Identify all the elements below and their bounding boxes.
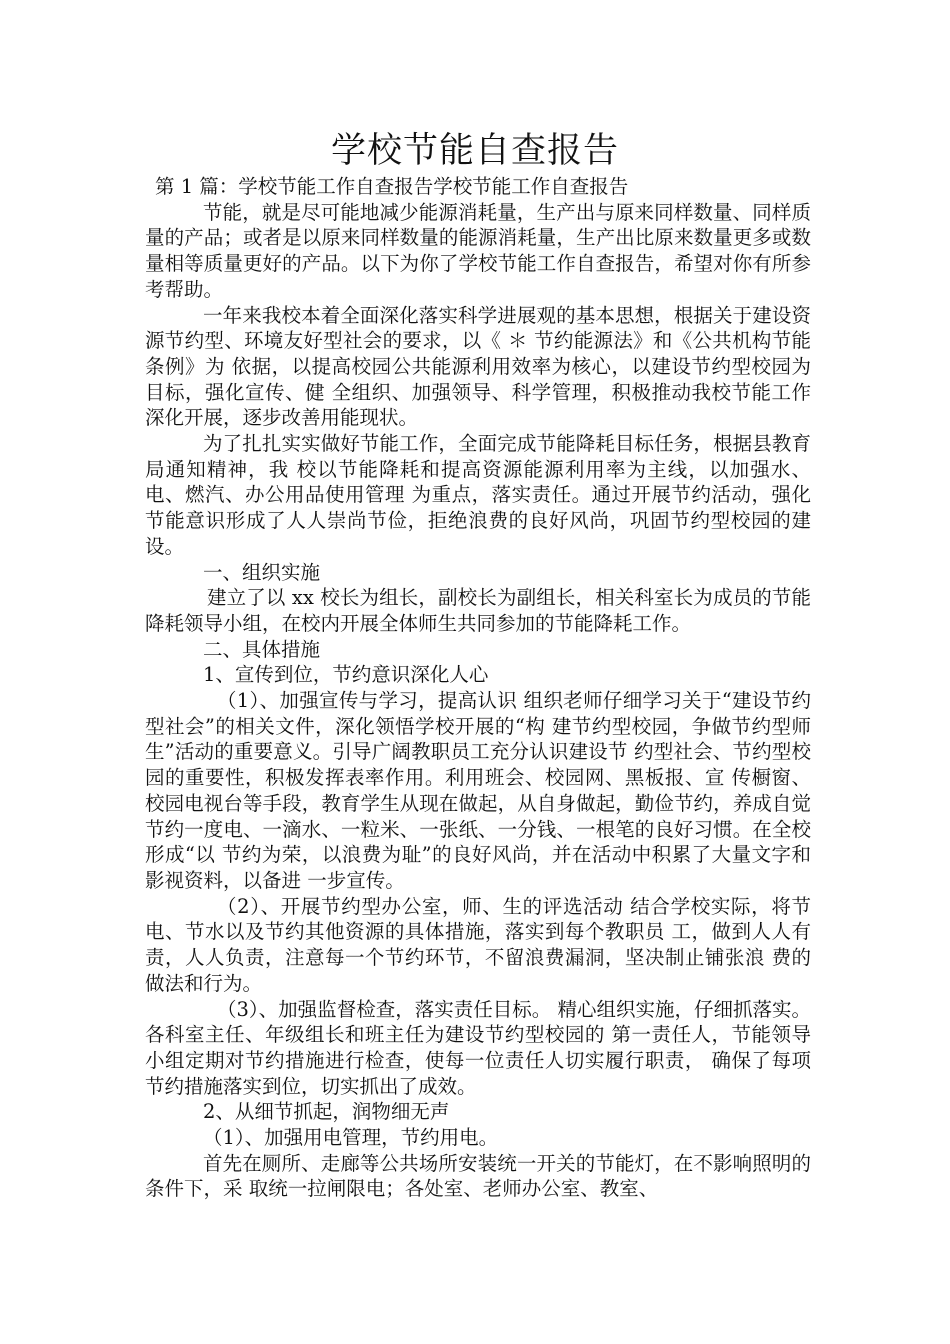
- paragraph-organization: 建立了以 xx 校长为组长，副校长为副组长，相关科室长为成员的节能降耗领导小组，在校内开展全体师生共同参加的节能降耗工作。: [145, 586, 811, 635]
- paragraph-electricity: 首先在厕所、走廊等公共场所安装统一开关的节能灯，在不影响照明的条件下，采 取统一拉闸限电；各处室、老师办公室、教室、: [145, 1151, 811, 1201]
- document-body: [145, 174, 811, 1202]
- document-title: 学校节能自查报告: [330, 131, 619, 171]
- item-heading-publicity: 1、宣传到位，节约意识深化人心: [203, 663, 489, 687]
- section-heading-measures: 二、具体措施: [203, 637, 321, 661]
- item-heading-details: 2、从细节抓起，润物细无声: [203, 1100, 450, 1124]
- paragraph-publicity-3: （3）、加强监督检查，落实责任目标。 精心组织实施，仔细抓落实。各科室主任、年级组长和班主任为建设节约型校园的 第一责任人，节能领导小组定期对节约措施进行检查，使每一位责任人切实履行职责， 确保了每项节约措施落实到位，切实抓出了成效。: [145, 997, 811, 1098]
- paragraph-overview: 一年来我校本着全面深化落实科学进展观的基本思想，根据关于建设资源节约型、环境友好型社会的要求，以《 ＊ 节约能源法》和《公共机构节能条例》为 依据，以提高校园公共能源利用效率为核心，以建设节约型校园为目标，强化宣传、健 全组织、加强领导、科学管理，积极推动我校节能工作深化开展，逐步改善用能现状。: [145, 303, 811, 430]
- document-subtitle: 第 1 篇：学校节能工作自查报告学校节能工作自查报告: [155, 175, 629, 198]
- paragraph-publicity-2: （2）、开展节约型办公室，师、生的评选活动 结合学校实际，将节电、节水以及节约其他资源的具体措施，落实到每个教职员 工，做到人人有责，人人负责，注意每一个节约环节，不留浪费漏洞，坚决制止铺张浪 费的做法和行为。: [145, 894, 811, 995]
- paragraph-goals: 为了扎扎实实做好节能工作，全面完成节能降耗目标任务，根据县教育局通知精神，我 校以节能降耗和提高资源能源利用率为主线，以加强水、电、燃汽、办公用品使用管理 为重点，落实责任。通过开展节约活动，强化节能意识形成了人人崇尚节俭，拒绝浪费的良好风尚，巩固节约型校园的建设。: [145, 432, 811, 558]
- section-heading-organization: 一、组织实施: [203, 560, 321, 584]
- subitem-heading-electricity: （1）、加强用电管理，节约用电。: [203, 1126, 499, 1150]
- paragraph-publicity-1: （1）、加强宣传与学习，提高认识 组织老师仔细学习关于“建设节约型社会”的相关文件，深化领悟学校开展的“构 建节约型校园，争做节约型师生”活动的重要意义。引导广阔教职员工充分认识建设节 约型社会、节约型校园的重要性，积极发挥表率作用。利用班会、校园网、黑板报、宣 传橱窗、校园电视台等手段，教育学生从现在做起，从自身做起，勤俭节约，养成自觉 节约一度电、一滴水、一粒米、一张纸、一分钱、一根笔的良好习惯。在全校形成“以 节约为荣，以浪费为耻”的良好风尚，并在活动中积累了大量文字和影视资料，以备进 一步宣传。: [145, 689, 811, 892]
- paragraph-intro: 节能，就是尽可能地减少能源消耗量，生产出与原来同样数量、同样质量的产品；或者是以原来同样数量的能源消耗量，生产出比原来数量更多或数量相等质量更好的产品。以下为你了学校节能工作自查报告，希望对你有所参考帮助。: [145, 200, 811, 301]
